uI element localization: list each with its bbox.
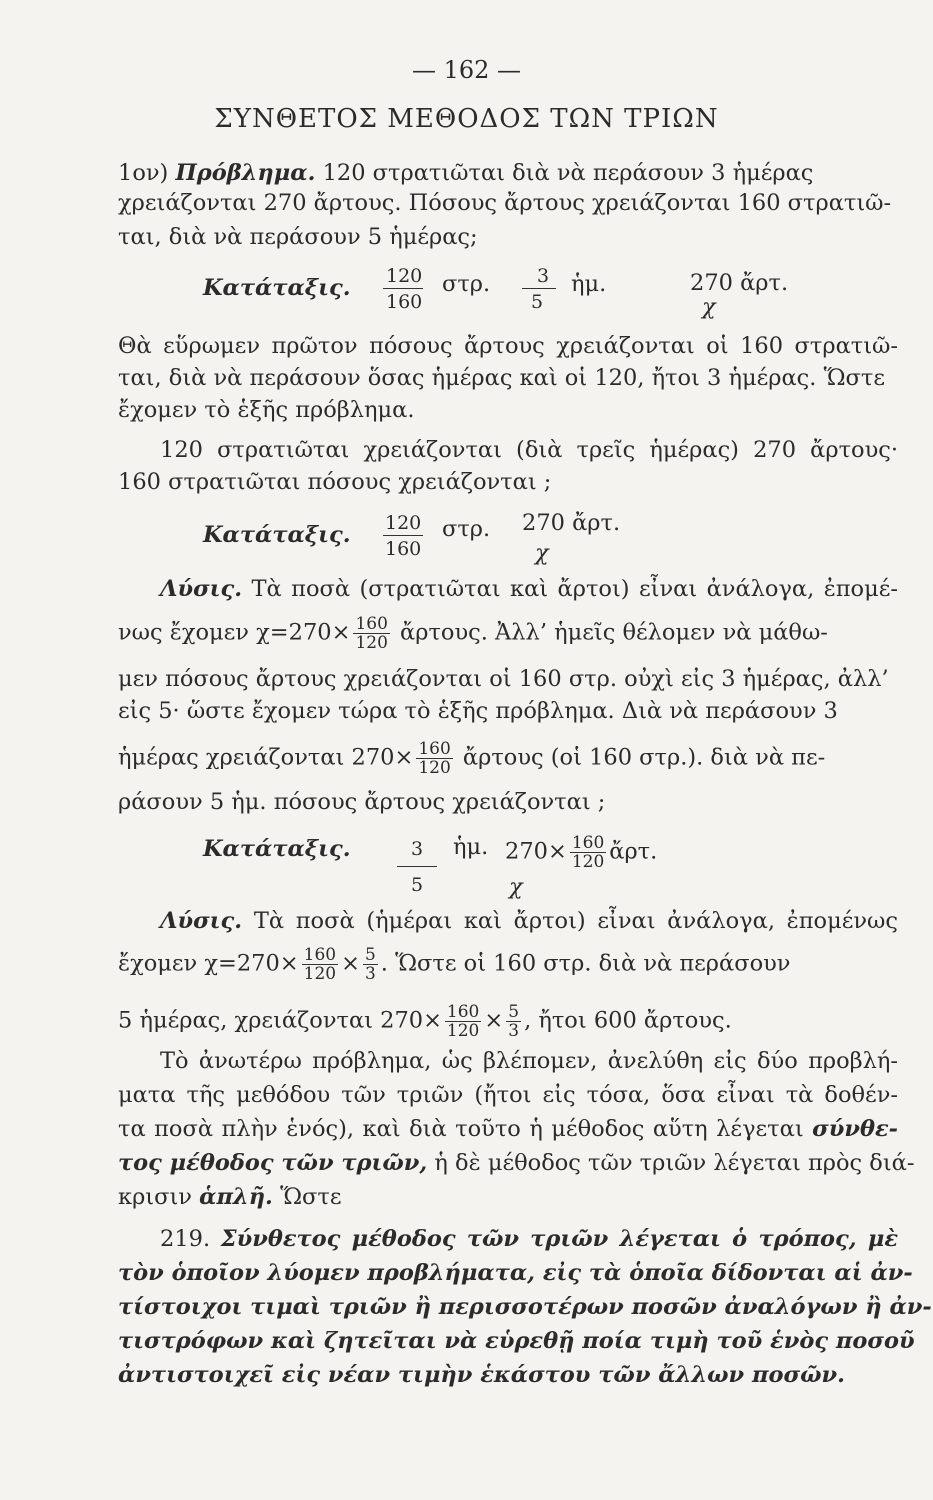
fraction-5-3-b: $\frac{5}{3}$ — [508, 1002, 520, 1041]
solution1-text-2b: ἄρτους. Ἀλλ’ ἡμεῖς θέλομεν νὰ μάθω- — [400, 619, 828, 646]
definition-line-3: τίστοιχοι τιμαὶ τριῶν ἢ περισσοτέρων ποσῶν ἀναλόγων ἢ ἀν- — [118, 1294, 932, 1320]
para2-line-1: 120 στρατιῶται χρειάζονται (διὰ τρεῖς ἡμέρας) 270 ἄρτους· — [160, 437, 898, 463]
solution1-line-6: ράσουν 5 ἡμ. πόσους ἄρτους χρειάζονται ; — [118, 789, 606, 815]
arr1-soldiers-unit: στρ. — [442, 271, 491, 297]
arr2-top-soldiers: 120 — [385, 512, 422, 534]
arr1-days-unit: ἡμ. — [571, 271, 607, 297]
para3-term-compound: σύνθε- — [812, 1116, 898, 1142]
problem-line-1 — [118, 158, 898, 188]
arr1-rule-1 — [383, 288, 423, 289]
problem-label: Πρόβλημα. — [175, 160, 316, 186]
solution1-text-5a: ἡμέρας χρειάζονται 270× — [118, 744, 414, 771]
solution2-line-1 — [160, 906, 898, 936]
arr2-bottom-soldiers: 160 — [385, 538, 422, 560]
arr3-bread-expr: 270× — [505, 838, 567, 865]
para2-line-2: 160 στρατιῶται πόσους χρειάζονται ; — [118, 469, 552, 495]
fraction-160-120-a: $\frac{160}{120}$ — [355, 614, 388, 653]
para3-line-2: ματα τῆς μεθόδου τῶν τριῶν (ἤτοι εἰς τόσα, ὅσα εἶναι τὰ δοθέν- — [118, 1082, 898, 1108]
fraction-160-120-d: $\frac{160}{120}$ — [303, 945, 337, 984]
arr3-days-unit: ἡμ. — [453, 834, 489, 860]
solution1-text-5b: ἄρτους (οἱ 160 στρ.). διὰ νὰ πε- — [462, 744, 826, 771]
para3-line-4 — [118, 1148, 915, 1178]
arrangement-label-2: Κατάταξις. — [203, 522, 351, 548]
arr1-bread: 270 ἄρτ. — [690, 270, 789, 296]
solution2-text-3a: 5 ἡμέρας, χρειάζονται 270× — [118, 1007, 442, 1034]
fraction-5-3-a: $\frac{5}{3}$ — [364, 945, 376, 984]
solution2-line-2 — [118, 946, 898, 983]
arr2-unknown: χ — [535, 540, 549, 566]
para3-text-3a: τα ποσὰ πλὴν ἑνός), καὶ διὰ τοῦτο ἡ μέθοδος αὕτη λέγεται — [118, 1116, 804, 1142]
arr2-bread: 270 ἄρτ. — [522, 510, 621, 536]
arr3-top-days: 3 — [411, 838, 424, 860]
para3-text-5c: Ὥστε — [280, 1184, 342, 1210]
arr3-rule — [397, 866, 437, 867]
solution2-line-3 — [118, 1003, 898, 1040]
solution1-line-4: εἰς 5· ὥστε ἔχομεν τώρα τὸ ἑξῆς πρόβλημα. Διὰ νὰ περάσουν 3 — [118, 698, 838, 724]
problem-line-3: ται, διὰ νὰ περάσουν 5 ἡμέρας; — [118, 224, 478, 250]
para1-line-2: ται, διὰ νὰ περάσουν ὅσας ἡμέρας καὶ οἱ 120, ἤτοι 3 ἡμέρας. Ὥστε — [118, 365, 885, 391]
definition-line-5: ἀντιστοιχεῖ εἰς νέαν τιμὴν ἑκάστου τῶν ἄλλων ποσῶν. — [118, 1362, 845, 1388]
definition-line-1 — [160, 1224, 898, 1254]
arrangement-label-1: Κατάταξις. — [203, 275, 351, 301]
problem-line-2: χρειάζονται 270 ἄρτους. Πόσους ἄρτους χρειάζονται 160 στρατιῶ- — [118, 190, 892, 216]
definition-number: 219. — [160, 1226, 211, 1252]
solution2-text-1: Τὰ ποσὰ (ἡμέραι καὶ ἄρτοι) εἶναι ἀνάλογα, ἐπομένως — [253, 908, 899, 934]
para3-line-1: Τὸ ἀνωτέρω πρόβλημα, ὡς βλέπομεν, ἀνελύθη εἰς δύο προβλή- — [160, 1048, 898, 1074]
definition-text-1: Σύνθετος μέθοδος τῶν τριῶν λέγεται ὁ τρόπος, μὲ — [220, 1226, 899, 1252]
arr1-bottom-days: 5 — [531, 291, 544, 313]
problem-number: 1ον) — [118, 160, 169, 186]
arr3-bread — [505, 834, 657, 871]
solution2-text-3c: , ἤτοι 600 ἄρτους. — [524, 1007, 732, 1034]
solution1-line-2 — [118, 615, 898, 652]
arr3-bread-unit: ἄρτ. — [609, 838, 658, 865]
arr1-top-soldiers: 120 — [386, 265, 423, 287]
solution-label-2: Λύσις. — [160, 908, 243, 934]
arr3-unknown: χ — [509, 874, 523, 900]
solution1-line-5 — [118, 740, 898, 777]
definition-line-4: τιστρόφων καὶ ζητεῖται νὰ εὑρεθῇ ποία τιμὴ τοῦ ἑνὸς ποσοῦ — [118, 1328, 915, 1354]
arr1-rule-2 — [522, 288, 556, 289]
arr2-soldiers-unit: στρ. — [442, 516, 491, 542]
para1-line-3: ἔχομεν τὸ ἑξῆς πρόβλημα. — [118, 397, 415, 423]
page-number: — 162 — — [411, 56, 522, 84]
problem-text-1: 120 στρατιῶται διὰ νὰ περάσουν 3 ἡμέρας — [322, 160, 814, 186]
para3-line-5 — [118, 1182, 898, 1212]
solution-label-1: Λύσις. — [160, 576, 243, 602]
arrangement-label-3: Κατάταξις. — [203, 836, 351, 862]
para3-text-5a: κρισιν — [118, 1184, 192, 1210]
arr1-bottom-soldiers: 160 — [386, 291, 423, 313]
definition-line-2: τὸν ὁποῖον λύομεν προβλήματα, εἰς τὰ ὁποῖα δίδονται αἱ ἀν- — [118, 1260, 913, 1286]
solution1-line-1 — [160, 574, 898, 604]
solution1-text-2a: νως ἔχομεν χ=270× — [118, 619, 351, 646]
para3-term-simple: ἁπλῆ. — [199, 1184, 273, 1210]
arr2-rule — [383, 535, 423, 536]
solution1-text-1: Τὰ ποσὰ (στρατιῶται καὶ ἄρτοι) εἶναι ἀνάλογα, ἐπομέ- — [251, 576, 898, 602]
solution2-text-2c: . Ὥστε οἱ 160 στρ. διὰ νὰ περάσουν — [380, 950, 791, 977]
para3-line-3 — [118, 1114, 898, 1144]
solution2-text-2a: ἔχομεν χ=270× — [118, 950, 299, 977]
fraction-160-120-e: $\frac{160}{120}$ — [446, 1002, 480, 1041]
para3-text-4b: ἡ δὲ μέθοδος τῶν τριῶν λέγεται πρὸς διά- — [434, 1150, 915, 1176]
fraction-160-120-c: $\frac{160}{120}$ — [571, 833, 605, 872]
para1-line-1: Θὰ εὕρωμεν πρῶτον πόσους ἄρτους χρειάζονται οἱ 160 στρατιῶ- — [118, 333, 898, 359]
para3-term-method: τος μέθοδος τῶν τριῶν, — [118, 1150, 428, 1176]
section-heading: ΣΥΝΘΕΤΟΣ ΜΕΘΟΔΟΣ ΤΩΝ ΤΡΙΩΝ — [214, 104, 719, 134]
arr1-unknown: χ — [702, 294, 716, 320]
solution2-times-2: × — [484, 1007, 504, 1034]
solution1-line-3: μεν πόσους ἄρτους χρειάζονται οἱ 160 στρ. οὐχὶ εἰς 3 ἡμέρας, ἀλλ’ — [118, 666, 889, 692]
solution2-times-1: × — [341, 950, 360, 977]
arr3-bottom-days: 5 — [411, 874, 424, 896]
arr1-top-days: 3 — [537, 265, 550, 287]
fraction-160-120-b: $\frac{160}{120}$ — [418, 739, 451, 778]
